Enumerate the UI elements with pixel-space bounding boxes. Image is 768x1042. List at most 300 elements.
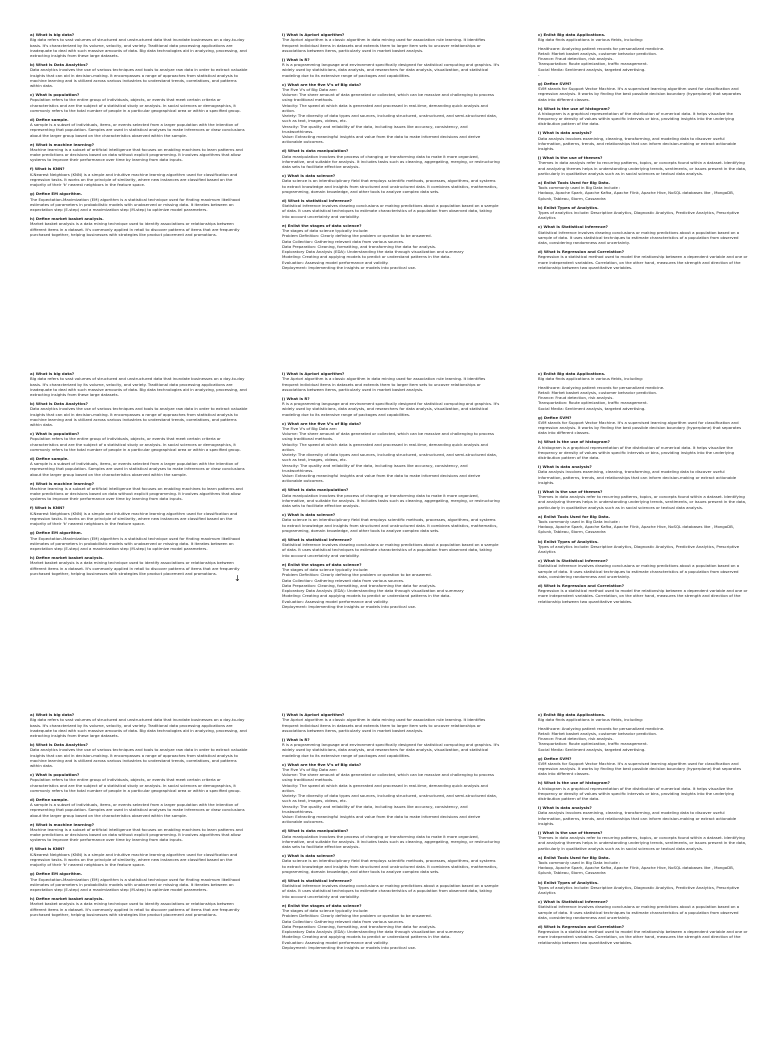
answer-line: A sample is a subset of individuals, items, or events selected from a larger population with the intention of representing that population. Samples are used in statistical analyses to make inferences or draw conclusions about the larger group based on the characteristics observed within the sample.: [30, 802, 245, 818]
answer-line: R is a programming language and environment specifically designed for statistical computing and graphics. It's widely used by statisticians, data analysts, and researchers for data analysis, visualization, and statistical modeling due to its extensive range of packages and capabilities.: [282, 742, 500, 758]
question-heading: d) What is statistical inference?: [282, 197, 352, 203]
question-heading: c) What is data science?: [282, 853, 336, 859]
qa-section: [538, 81, 748, 102]
question-heading: j) What is R?: [282, 56, 310, 62]
answer-text: [538, 810, 748, 826]
answer-line: Evaluation: Assessing model performance and validity.: [282, 939, 389, 945]
qa-section: [282, 562, 500, 609]
qa-section: [282, 82, 500, 145]
answer-line: Regression is a statistical method used to model the relationship between a dependent variable and one or more independent variables. Correlation, on the other hand, measures the strength and direction of the relationship between two quantitative variables.: [538, 588, 748, 604]
qa-section: [282, 903, 500, 950]
answer-line: Big data finds applications in various fields, including:: [538, 376, 644, 382]
answer-line: Social Media: Sentiment analysis, targeted advertising.: [538, 66, 646, 72]
question-heading: e) Enlist the stages of data science?: [282, 222, 362, 228]
answer-line: Velocity: The speed at which data is generated and processed in real-time, demanding quick analysis and action.: [282, 782, 488, 793]
qa-section: [538, 855, 748, 876]
answer-line: Volume: The sheer amount of data generated or collected, which can be massive and challenging to process using traditional methods.: [282, 431, 494, 442]
qa-section: [282, 762, 500, 825]
question-heading: j) What is the use of themes?: [538, 488, 603, 494]
answer-line: Variety: The diversity of data types and sources, including structured, unstructured, and semi-structured data, such as text, images, videos, etc.: [282, 452, 498, 463]
answer-text: [538, 860, 748, 876]
answer-line: Data analysis involves examining, cleaning, transforming, and modeling data to discover useful information, patterns, trends, and relationships that can inform decision-making or extract actionable insights.: [538, 135, 737, 152]
answer-text: [538, 420, 748, 436]
qa-section: [538, 805, 748, 826]
qa-section: [30, 32, 248, 58]
answer-text: [282, 742, 500, 758]
qa-section: [538, 880, 748, 896]
column-right: [538, 371, 748, 701]
qa-section: [538, 464, 748, 485]
answer-line: Healthcare: Analyzing patient records for personalized medicine.: [538, 725, 665, 731]
qa-section: [538, 924, 748, 945]
answer-line: Statistical inference involves drawing conclusions or making predictions about a population based on a sample of data. It uses statistical techniques to estimate characteristics of a population from observed data, taking into account uncertainty and variability.: [282, 883, 499, 899]
answer-line: Social Media: Sentiment analysis, targeted advertising.: [538, 405, 646, 411]
qa-section: [30, 896, 248, 917]
answer-text: [30, 717, 248, 738]
answer-line: Themes in data analysis refer to recurring patterns, topics, or concepts found within a dataset. Identifying and analyzing themes helps in understanding underlying trends, sentiments, or issues present in the data, particularly in qualitative analysis such as in social sciences or textual data analysis.: [538, 160, 747, 176]
answer-text: [282, 834, 500, 850]
question-heading: d) Define sample.: [30, 455, 69, 461]
answer-text: [282, 493, 500, 509]
answer-text: [538, 904, 748, 920]
answer-text: [30, 747, 248, 768]
question-heading: c) What is Statistical inference?: [538, 899, 608, 905]
answer-text: [538, 37, 748, 77]
answer-line: Velocity: The speed at which data is generated and processed in real-time, demanding quick analysis and action.: [282, 102, 488, 113]
question-heading: d) Define sample.: [30, 116, 69, 122]
qa-section: [282, 421, 500, 484]
answer-line: Modeling: Creating and applying models to predict or understand patterns in the data.: [282, 254, 451, 260]
answer-text: [30, 901, 248, 917]
question-heading: d) What is data manipulation?: [282, 487, 349, 493]
question-heading: a) Enlist Tools Used for Big Data.: [538, 854, 611, 860]
answer-line: Data Preparation: Cleaning, formatting, and transforming the data for analysis.: [282, 243, 437, 249]
qa-section: [282, 57, 500, 78]
answer-line: Finance: Fraud detection, risk analysis.: [538, 56, 614, 61]
question-heading: c) What is data science?: [282, 173, 336, 179]
answer-line: Retail: Market basket analysis, customer behavior prediction.: [538, 389, 658, 395]
answer-text: [538, 494, 748, 510]
question-heading: d) What is Regression and Correlation?: [538, 582, 624, 588]
answer-line: Data manipulation involves the process of changing or transforming data to make it more organized, informative, and suitable for analysis. It includes tasks such as cleaning, aggregating, merging, or restructuring data sets to facilitate effective analysis.: [282, 492, 500, 509]
qa-section: [282, 828, 500, 849]
answer-text: [538, 929, 748, 945]
question-heading: b) What is Data Analytics?: [30, 742, 88, 748]
question-heading: a) What is big data?: [30, 712, 75, 717]
qa-section: [30, 712, 248, 738]
answer-line: The Apriori algorithm is a classic algorithm in data mining used for association rule learning. It identifies frequent individual items in datasets and extends them to larger item sets to uncover relationships or associations between items, particularly used in market basket analysis.: [282, 37, 486, 53]
question-heading: d) What is data manipulation?: [282, 828, 349, 834]
column-left: [30, 712, 248, 1042]
question-heading: c) What are the five V's of Big data?: [282, 81, 362, 87]
qa-section: [538, 780, 748, 801]
answer-line: Regression is a statistical method used to model the relationship between a dependent variable and one or more independent variables. Correlation, on the other hand, measures the strength and direction of the relationship between two quantitative variables.: [538, 929, 748, 945]
question-heading: i) What is data analysis?: [538, 464, 592, 470]
qa-section: [538, 583, 748, 604]
qa-section: [282, 148, 500, 169]
answer-text: [538, 588, 748, 604]
answer-line: K-Nearest Neighbors (KNN) is a simple and intuitive machine learning algorithm used for classification and regression tasks. It works on the principle of similarity, where new instances are classified based on the majority of their 'k' nearest neighbors in the feature space.: [30, 171, 238, 188]
question-heading: e) What is machine learning?: [30, 480, 94, 486]
qa-section: [282, 712, 500, 733]
question-heading: c) What is population?: [30, 772, 80, 778]
qa-section: [30, 742, 248, 768]
answer-line: Problem Definition: Clearly defining the problem or question to be answered.: [282, 233, 432, 239]
answer-line: The Expectation-Maximization (EM) algorithm is a statistical technique used for finding maximum likelihood estimates of parameters in probabilistic models with unobserved or missing data. It iterates between an expectation step (E-step) and a maximization step (M-step) to optimize model parameters.: [30, 535, 241, 552]
answer-line: Exploratory Data Analysis (EDA): Understanding the data through visualization and summary: [282, 588, 464, 594]
answer-text: [30, 97, 248, 113]
question-heading: e) Enlist the stages of data science?: [282, 561, 362, 567]
qa-section: [538, 415, 748, 436]
question-heading: b) What is Data Analytics?: [30, 62, 88, 68]
answer-text: [538, 160, 748, 176]
answer-text: [30, 486, 248, 502]
qa-section: [30, 822, 248, 843]
answer-text: [538, 254, 748, 270]
answer-text: [538, 185, 748, 201]
question-heading: b) Enlist Types of Analytics.: [538, 538, 599, 544]
qa-section: [538, 130, 748, 151]
answer-text: [538, 519, 748, 535]
answer-line: Regression is a statistical method used to model the relationship between a dependent variable and one or more independent variables. Correlation, on the other hand, measures the strength and direction of the relationship between two quantitative variables.: [538, 254, 748, 270]
question-heading: h) What is the use of histogram?: [538, 439, 610, 445]
answer-text: [30, 406, 248, 427]
question-heading: e) What is machine learning?: [30, 821, 94, 827]
answer-line: Data analytics involves the use of various techniques and tools to analyze raw data in order to extract valuable insights that can aid in decision-making. It encompasses a range of approaches from statistical analysis to machine learning and is utilized across various industries to understand trends, correlations, and patterns within data.: [30, 67, 248, 89]
answer-line: K-Nearest Neighbors (KNN) is a simple and intuitive machine learning algorithm used for classification and regression tasks. It works on the principle of similarity, where new instances are classified based on the majority of their 'k' nearest neighbors in the feature space.: [30, 851, 238, 868]
qa-section: [282, 371, 500, 392]
answer-text: [282, 426, 500, 484]
answer-text: [538, 761, 748, 777]
answer-text: [282, 401, 500, 417]
question-heading: f) What is KNN?: [30, 166, 65, 172]
answer-line: Data science is an interdisciplinary field that employs scientific methods, processes, algorithms, and systems to extract knowledge and insights from structured and unstructured data. It combines statistics, mathematics, programming, domain knowledge, and other tools to analyze complex data sets.: [282, 517, 498, 533]
qa-section: [538, 371, 748, 411]
question-heading: g) Define EM algorithm.: [30, 530, 83, 536]
qa-section: [30, 371, 248, 397]
answer-line: A sample is a subset of individuals, items, or events selected from a larger population with the intention of representing that population. Samples are used in statistical analyses to make inferences or draw conclusions about the larger group based on the characteristics observed within the sample.: [30, 122, 245, 138]
qa-section: [282, 853, 500, 874]
answer-line: -: [538, 71, 540, 77]
answer-text: [282, 717, 500, 733]
answer-text: [30, 852, 248, 868]
qa-section: [538, 32, 748, 77]
answer-line: Exploratory Data Analysis (EDA): Understanding the data through visualization and summary: [282, 249, 464, 255]
question-heading: b) What is Data Analytics?: [30, 401, 88, 407]
answer-line: A histogram is a graphical representation of the distribution of numerical data. It helps visualize the frequency or density of values within specific intervals or bins, providing insights into the underlying distribution pattern of the data.: [538, 785, 735, 802]
answer-line: The stages of data science typically include:: [282, 908, 369, 914]
answer-text: [30, 827, 248, 843]
answer-line: Themes in data analysis refer to recurring patterns, topics, or concepts found within a dataset. Identifying and analyzing themes helps in understanding underlying trends, sentiments, or issues present in the data, particularly in qualitative analysis such as in social sciences or textual data analysis.: [538, 835, 747, 851]
answer-text: [282, 228, 500, 270]
qa-section: [538, 712, 748, 752]
answer-text: [282, 517, 500, 533]
qa-section: [30, 481, 248, 502]
qa-section: [30, 871, 248, 892]
qa-section: [538, 489, 748, 510]
answer-line: Velocity: The speed at which data is generated and processed in real-time, demanding quick analysis and action.: [282, 441, 488, 452]
answer-line: Types of analytics include: Descriptive Analytics, Diagnostic Analytics, Predictive Analytics, Prescriptive Analytics: [538, 543, 740, 555]
answer-line: Data science is an interdisciplinary field that employs scientific methods, processes, algorithms, and systems to extract knowledge and insights from structured and unstructured data. It combines statistics, mathematics, programming, domain knowledge, and other tools to analyze complex data sets.: [282, 178, 498, 194]
qa-section: [538, 249, 748, 270]
answer-line: Machine learning is a subset of artificial intelligence that focuses on enabling machines to learn patterns and make predictions or decisions based on data without explicit programming. It involves algorithms that allow systems to improve their performance over time by learning from data inputs.: [30, 146, 243, 163]
qa-section: [30, 142, 248, 163]
answer-line: Population refers to the entire group of individuals, objects, or events that meet certain criteria or characteristics and are the subject of a statistical study or analysis. In social sciences or demographics, it commonly refers to the total number of people in a particular geographical area or within a specified group.: [30, 777, 241, 793]
answer-line: Data analysis involves examining, cleaning, transforming, and modeling data to discover useful information, patterns, trends, and relationships that can inform decision-making or extract actionable insights.: [538, 810, 737, 826]
answer-line: Data Collection: Gathering relevant data from various sources.: [282, 238, 405, 244]
answer-line: SVM stands for Support Vector Machine. It's a supervised learning algorithm used for classification and regression analysis. It works by finding the best possible decision boundary (hyperplane) that separates data into different classes.: [538, 419, 742, 436]
question-heading: h) What is the use of histogram?: [538, 105, 610, 111]
answer-line: Data Preparation: Cleaning, formatting, and transforming the data for analysis.: [282, 923, 437, 929]
question-heading: j) What is R?: [282, 395, 310, 401]
answer-line: Social Media: Sentiment analysis, targeted advertising.: [538, 746, 646, 752]
answer-text: [538, 835, 748, 851]
answer-text: [282, 376, 500, 392]
answer-line: Data Collection: Gathering relevant data from various sources.: [282, 918, 405, 924]
qa-section: [282, 396, 500, 417]
question-heading: f) What is KNN?: [30, 505, 65, 511]
qa-section: [30, 166, 248, 187]
answer-line: Data analysis involves examining, cleaning, transforming, and modeling data to discover useful information, patterns, trends, and relationships that can inform decision-making or extract actionable insights.: [538, 469, 737, 485]
question-heading: e) Enlist the stages of data science?: [282, 902, 362, 908]
answer-line: Market basket analysis is a data mining technique used to identify associations or relationships between different items in a dataset. It's commonly applied in retail to discover patterns of items that are frequently purchased together, helping businesses with strategies like product placement and promotions.: [30, 901, 240, 917]
answer-line: Veracity: The quality and reliability of the data, including issues like accuracy, consistency, and trustworthiness.: [282, 803, 468, 814]
answer-text: [538, 544, 748, 555]
answer-text: [538, 563, 748, 579]
question-heading: a) Enlist Tools Used for Big Data.: [538, 513, 611, 519]
answer-line: Hadoop, Apache Spark, Apache Kafka, Apache Flink, Apache Hive, NoSQL databases like , MongoDB, Splunk, Tableau, Storm, Cassandra: [538, 865, 735, 876]
answer-line: Themes in data analysis refer to recurring patterns, topics, or concepts found within a dataset. Identifying and analyzing themes helps in understanding underlying trends, sentiments, or issues present in the data, particularly in qualitative analysis such as in social sciences or textual data analysis.: [538, 494, 747, 510]
document-block: [0, 712, 768, 1042]
answer-text: [538, 210, 748, 221]
qa-section: [282, 737, 500, 758]
answer-line: Big data refers to vast volumes of structured and unstructured data that inundate businesses on a day-to-day basis. It's characterized by its volume, velocity, and variety. Traditional data processing applications are inadequate to deal with such massive amounts of data. Big data technologies aid in analyzing, processing, and extracting insights from these large datasets.: [30, 717, 247, 738]
answer-text: [30, 37, 248, 58]
answer-text: [282, 154, 500, 170]
question-heading: c) What is population?: [30, 431, 80, 437]
answer-line: Hadoop, Apache Spark, Apache Kafka, Apache Flink, Apache Hive, NoSQL databases like , MongoDB, Splunk, Tableau, Storm, Cassandra: [538, 190, 735, 201]
qa-section: [538, 558, 748, 579]
answer-line: Modeling: Creating and applying models to predict or understand patterns in the data.: [282, 934, 451, 940]
answer-text: [30, 376, 248, 397]
answer-line: Data manipulation involves the process of changing or transforming data to make it more organized, informative, and suitable for analysis. It includes tasks such as cleaning, aggregating, merging, or restructuring data sets to facilitate effective analysis.: [282, 833, 500, 850]
answer-line: Tools commonly used in Big Data include :: [538, 185, 621, 191]
question-heading: h) Define market basket analysis.: [30, 896, 104, 902]
column-middle: [282, 712, 500, 1042]
qa-section: [282, 512, 500, 533]
answer-line: Data analytics involves the use of various techniques and tools to analyze raw data in order to extract valuable insights that can aid in decision-making. It encompasses a range of approaches from statistical analysis to machine learning and is utilized across various industries to understand trends, correlations, and patterns within data.: [30, 406, 248, 428]
answer-text: [538, 885, 748, 896]
question-heading: d) What is Regression and Correlation?: [538, 249, 624, 255]
qa-section: [30, 505, 248, 526]
qa-section: [30, 401, 248, 427]
answer-line: Exploratory Data Analysis (EDA): Understanding the data through visualization and summary: [282, 929, 464, 935]
answer-line: Types of analytics include: Descriptive Analytics, Diagnostic Analytics, Predictive Analytics, Prescriptive Analytics: [538, 210, 740, 221]
document-block: [0, 371, 768, 701]
question-heading: i) What is Apriori algorithm?: [282, 32, 345, 37]
qa-section: [282, 487, 500, 508]
answer-line: The Expectation-Maximization (EM) algorithm is a statistical technique used for finding maximum likelihood estimates of parameters in probabilistic models with unobserved or missing data. It iterates between an expectation step (E-step) and a maximization step (M-step) to optimize model parameters.: [30, 876, 241, 893]
qa-section: [538, 205, 748, 221]
answer-line: Machine learning is a subset of artificial intelligence that focuses on enabling machines to learn patterns and make predictions or decisions based on data without explicit programming. It involves algorithms that allow systems to improve their performance over time by learning from data inputs.: [30, 485, 243, 502]
answer-text: [30, 877, 248, 893]
answer-line: Volume: The sheer amount of data generated or collected, which can be massive and challenging to process using traditional methods.: [282, 772, 494, 783]
question-heading: c) Enlist Big data Applications.: [538, 712, 606, 717]
column-left: [30, 371, 248, 701]
question-heading: d) What is statistical inference?: [282, 536, 352, 542]
answer-line: Evaluation: Assessing model performance and validity.: [282, 259, 389, 265]
answer-line: Machine learning is a subset of artificial intelligence that focuses on enabling machines to learn patterns and make predictions or decisions based on data without explicit programming. It involves algorithms that allow systems to improve their performance over time by learning from data inputs.: [30, 826, 243, 843]
answer-text: [282, 883, 500, 899]
answer-line: R is a programming language and environment specifically designed for statistical computing and graphics. It's widely used by statisticians, data analysts, and researchers for data analysis, visualization, and statistical modeling due to its extensive range of packages and capabilities.: [282, 401, 500, 417]
question-heading: g) Define EM algorithm.: [30, 871, 83, 877]
question-heading: j) What is the use of themes?: [538, 829, 603, 835]
answer-line: Statistical inference involves drawing conclusions or making predictions about a population based on a sample of data. It uses statistical techniques to estimate characteristics of a population from observed data, considering randomness and uncertainty.: [538, 563, 740, 579]
question-heading: c) Enlist Big data Applications.: [538, 32, 606, 37]
qa-section: [538, 439, 748, 460]
question-heading: i) What is data analysis?: [538, 805, 592, 811]
answer-line: Data Preparation: Cleaning, formatting, and transforming the data for analysis.: [282, 582, 437, 588]
qa-section: [538, 830, 748, 851]
answer-line: Value: Extracting meaningful insights and value from the data to make informed decisions and derive actionable outcomes.: [282, 473, 481, 484]
answer-text: [30, 536, 248, 552]
column-middle: [282, 32, 500, 362]
answer-text: [30, 511, 248, 527]
answer-line: Volume: The sheer amount of data generated or collected, which can be massive and challenging to process using traditional methods.: [282, 92, 494, 103]
answer-text: [282, 908, 500, 950]
answer-text: [30, 147, 248, 163]
qa-section: [30, 62, 248, 88]
qa-section: [282, 878, 500, 899]
qa-section: [30, 846, 248, 867]
answer-text: [30, 122, 248, 138]
answer-text: [282, 203, 500, 219]
question-heading: c) What is population?: [30, 92, 80, 98]
answer-line: Finance: Fraud detection, risk analysis.: [538, 395, 614, 400]
qa-section: [538, 899, 748, 920]
answer-line: Healthcare: Analyzing patient records for personalized medicine.: [538, 384, 665, 390]
answer-line: Big data finds applications in various fields, including:: [538, 37, 644, 43]
answer-line: Veracity: The quality and reliability of the data, including issues like accuracy, consistency, and trustworthiness.: [282, 462, 468, 473]
answer-line: Deployment: Implementing the insights or models into practical use.: [282, 264, 417, 270]
answer-line: Problem Definition: Clearly defining the problem or question to be answered.: [282, 572, 432, 578]
answer-text: [538, 111, 748, 127]
answer-line: R is a programming language and environment specifically designed for statistical computing and graphics. It's widely used by statisticians, data analysts, and researchers for data analysis, visualization, and statistical modeling due to its extensive range of packages and capabilities.: [282, 62, 500, 78]
answer-line: Statistical inference involves drawing conclusions or making predictions about a population based on a sample of data. It uses statistical techniques to estimate characteristics of a population from observed data, considering randomness and uncertainty.: [538, 229, 740, 246]
answer-line: The Apriori algorithm is a classic algorithm in data mining used for association rule learning. It identifies frequent individual items in datasets and extends them to larger item sets to uncover relationships or associations between items, particularly used in market basket analysis.: [282, 717, 486, 733]
answer-text: [282, 178, 500, 194]
column-left: [30, 32, 248, 362]
answer-line: Data Collection: Gathering relevant data from various sources.: [282, 577, 405, 583]
answer-line: The Five V's of Big Data are:: [282, 86, 338, 92]
answer-text: [30, 802, 248, 818]
question-heading: f) What is KNN?: [30, 846, 65, 852]
qa-section: [30, 117, 248, 138]
qa-section: [538, 756, 748, 777]
answer-line: Statistical inference involves drawing conclusions or making predictions about a population based on a sample of data. It uses statistical techniques to estimate characteristics of a population from observed data, taking into account uncertainty and variability.: [282, 542, 499, 558]
answer-line: A histogram is a graphical representation of the distribution of numerical data. It helps visualize the frequency or density of values within specific intervals or bins, providing insights into the underlying distribution pattern of the data.: [538, 110, 735, 127]
qa-section: [282, 173, 500, 194]
answer-line: A histogram is a graphical representation of the distribution of numerical data. It helps visualize the frequency or density of values within specific intervals or bins, providing insights into the underlying distribution pattern of the data.: [538, 444, 735, 461]
column-right: [538, 32, 748, 362]
answer-line: Finance: Fraud detection, risk analysis.: [538, 736, 614, 741]
answer-text: [538, 717, 748, 752]
answer-line: K-Nearest Neighbors (KNN) is a simple and intuitive machine learning algorithm used for classification and regression tasks. It works on the principle of similarity, where new instances are classified based on the majority of their 'k' nearest neighbors in the feature space.: [30, 510, 238, 527]
question-heading: c) What are the five V's of Big data?: [282, 420, 362, 426]
answer-line: Statistical inference involves drawing conclusions or making predictions about a population based on a sample of data. It uses statistical techniques to estimate characteristics of a population from observed data, considering randomness and uncertainty.: [538, 904, 740, 920]
answer-line: Market basket analysis is a data mining technique used to identify associations or relationships between different items in a dataset. It's commonly applied in retail to discover patterns of items that are frequently purchased together, helping businesses with strategies like product placement and promotions.: [30, 221, 240, 237]
qa-section: [538, 106, 748, 127]
answer-text: [538, 86, 748, 102]
answer-line: Big data finds applications in various fields, including:: [538, 717, 644, 723]
answer-text: [30, 221, 248, 237]
answer-line: Hadoop, Apache Spark, Apache Kafka, Apache Flink, Apache Hive, NoSQL databases like , MongoDB, Splunk, Tableau, Storm, Cassandra: [538, 524, 735, 535]
answer-line: Population refers to the entire group of individuals, objects, or events that meet certain criteria or characteristics and are the subject of a statistical study or analysis. In social sciences or demographics, it commonly refers to the total number of people in a particular geographical area or within a specified group.: [30, 436, 241, 452]
answer-line: Tools commonly used in Big Data include :: [538, 518, 621, 524]
qa-section: [538, 224, 748, 245]
answer-line: Population refers to the entire group of individuals, objects, or events that meet certain criteria or characteristics and are the subject of a statistical study or analysis. In social sciences or demographics, it commonly refers to the total number of people in a particular geographical area or within a specified group.: [30, 97, 241, 113]
answer-text: [538, 445, 748, 461]
question-heading: a) What is big data?: [30, 371, 75, 376]
answer-text: [30, 461, 248, 477]
answer-text: [30, 436, 248, 452]
question-heading: e) What is machine learning?: [30, 141, 94, 147]
answer-text: [282, 567, 500, 609]
qa-section: [30, 92, 248, 113]
question-heading: j) What is the use of themes?: [538, 155, 603, 161]
answer-line: Transportation: Route optimization, traffic management.: [538, 400, 648, 406]
answer-line: The Five V's of Big Data are:: [282, 766, 338, 772]
question-heading: i) What is Apriori algorithm?: [282, 371, 345, 376]
answer-line: Transportation: Route optimization, traffic management.: [538, 61, 648, 67]
question-heading: d) What is data manipulation?: [282, 148, 349, 154]
answer-text: [538, 786, 748, 802]
answer-line: Veracity: The quality and reliability of the data, including issues like accuracy, consistency, and trustworthiness.: [282, 123, 468, 134]
question-heading: c) Enlist Big data Applications.: [538, 371, 606, 376]
answer-text: [538, 469, 748, 485]
question-heading: i) What is data analysis?: [538, 130, 592, 136]
qa-section: [282, 32, 500, 53]
question-heading: b) Enlist Types of Analytics.: [538, 204, 599, 210]
answer-text: [282, 37, 500, 53]
question-heading: g) Define SVM?: [538, 755, 572, 761]
answer-line: Big data refers to vast volumes of structured and unstructured data that inundate businesses on a day-to-day basis. It's characterized by its volume, velocity, and variety. Traditional data processing applications are inadequate to deal with such massive amounts of data. Big data technologies aid in analyzing, processing, and extracting insights from these large datasets.: [30, 37, 247, 58]
answer-line: The stages of data science typically include:: [282, 228, 369, 234]
qa-section: [30, 456, 248, 477]
qa-section: [30, 191, 248, 212]
qa-section: [282, 198, 500, 219]
answer-text: [282, 767, 500, 825]
answer-text: [30, 197, 248, 213]
answer-text: [538, 376, 748, 411]
question-heading: h) Define market basket analysis.: [30, 555, 104, 561]
answer-line: Tools commonly used in Big Data include :: [538, 859, 621, 865]
answer-text: [538, 136, 748, 152]
question-heading: d) What is Regression and Correlation?: [538, 923, 624, 929]
answer-line: SVM stands for Support Vector Machine. It's a supervised learning algorithm used for classification and regression analysis. It works by finding the best possible decision boundary (hyperplane) that separates data into different classes.: [538, 760, 742, 777]
question-heading: g) Define EM algorithm.: [30, 191, 83, 197]
answer-line: Retail: Market basket analysis, customer behavior prediction.: [538, 730, 658, 736]
question-heading: c) What are the five V's of Big data?: [282, 761, 362, 767]
answer-line: Transportation: Route optimization, traffic management.: [538, 741, 648, 747]
qa-section: [30, 530, 248, 551]
answer-text: [282, 62, 500, 78]
answer-line: Data science is an interdisciplinary field that employs scientific methods, processes, algorithms, and systems to extract knowledge and insights from structured and unstructured data. It combines statistics, mathematics, programming, domain knowledge, and other tools to analyze complex data sets.: [282, 858, 498, 874]
question-heading: i) What is Apriori algorithm?: [282, 712, 345, 717]
question-heading: g) Define SVM?: [538, 414, 572, 420]
question-heading: g) Define SVM?: [538, 80, 572, 86]
question-heading: d) Define sample.: [30, 796, 69, 802]
